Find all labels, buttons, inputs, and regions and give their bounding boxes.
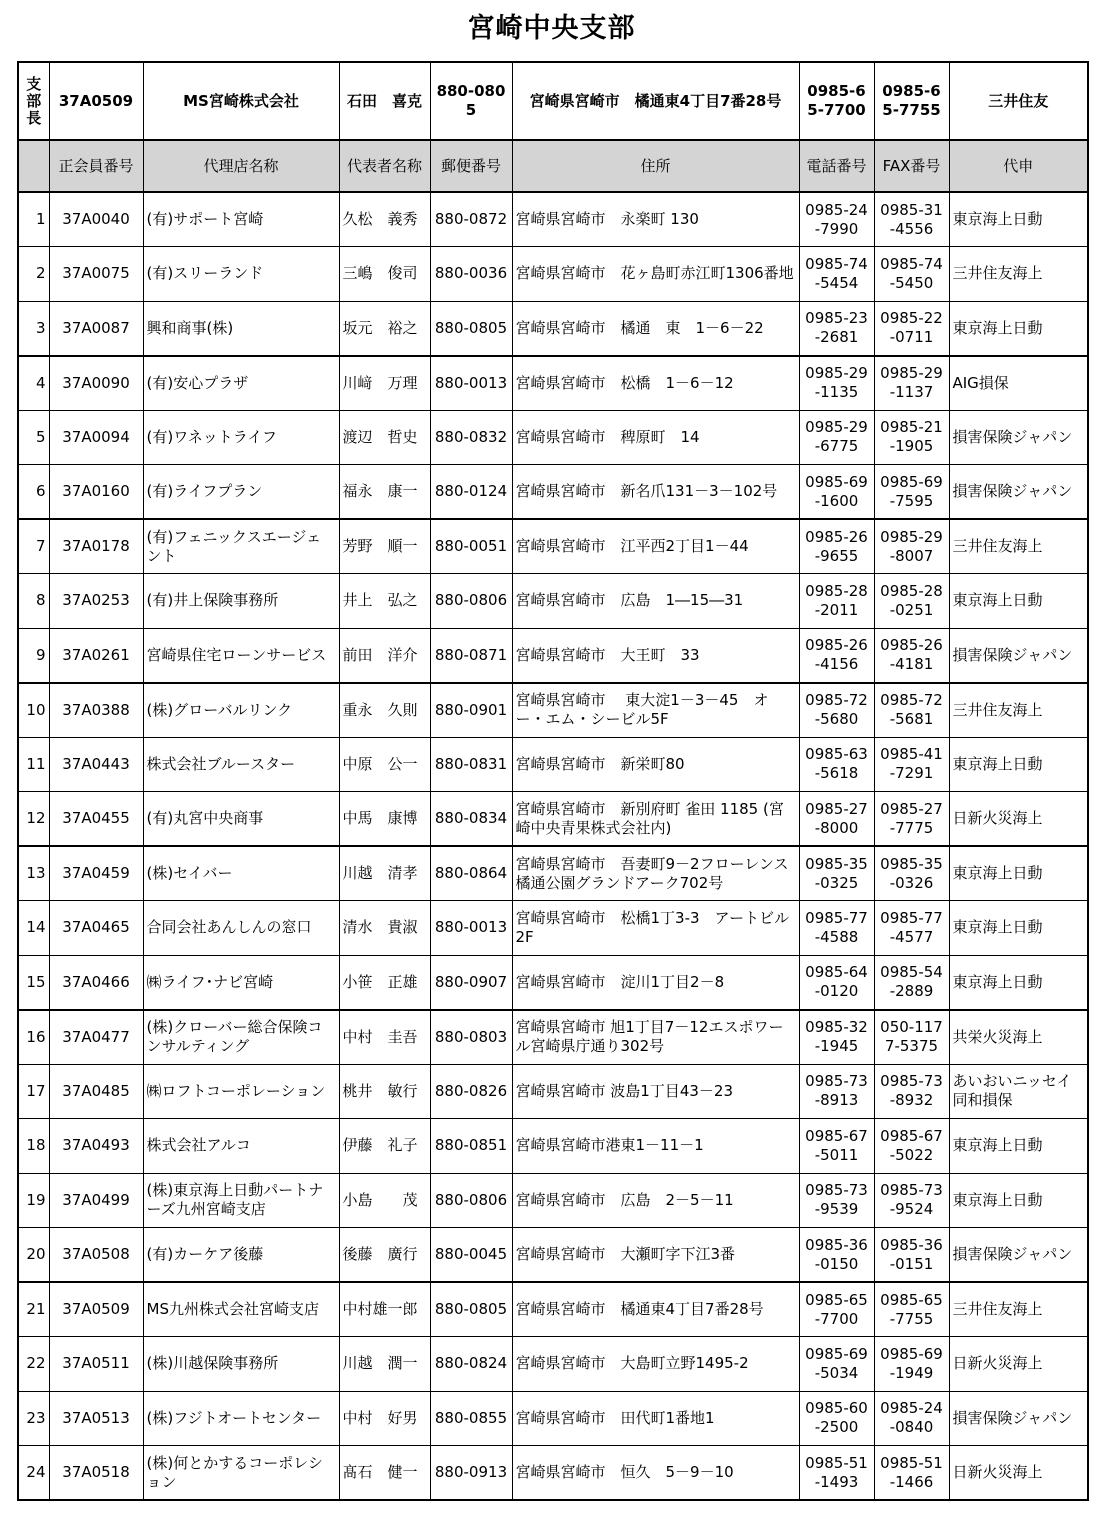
representative-name: 桃井 敏行 [339,1064,430,1119]
postal-code: 880-0806 [430,1173,512,1228]
agency-name: (株)東京海上日動パートナーズ九州宮崎支店 [143,1173,339,1228]
agency-name: (有)安心プラザ [143,356,339,411]
row-number: 15 [18,955,49,1010]
branch-head-rep: 石田 喜克 [339,62,430,140]
member-number: 37A0509 [49,1282,143,1337]
agency-name: (株)クローバー総合保険コンサルティング [143,1010,339,1065]
agency-name: (有)井上保険事務所 [143,574,339,629]
column-header-no [18,140,49,192]
branch-head-member-no: 37A0509 [49,62,143,140]
insurer-name: 東京海上日動 [949,1173,1088,1228]
table-row [18,356,1088,411]
insurer-name: 損害保険ジャパン [949,1228,1088,1283]
insurer-name: 東京海上日動 [949,192,1088,247]
agency-name: 株式会社ブルースター [143,737,339,792]
branch-head-fax-text: 0985-65-7755 [882,82,941,119]
row-number: 12 [18,792,49,847]
row-number: 20 [18,1228,49,1283]
representative-name: 福永 康一 [339,465,430,520]
row-number: 18 [18,1119,49,1174]
phone-number: 0985-26-9655 [799,519,874,574]
row-number: 16 [18,1010,49,1065]
role-char: 支 [26,74,42,93]
member-number: 37A0459 [49,846,143,901]
insurer-name: 損害保険ジャパン [949,465,1088,520]
agency-name: (有)サポート宮崎 [143,192,339,247]
representative-name: 髙石 健一 [339,1446,430,1501]
fax-number: 0985-73-9524 [874,1173,949,1228]
agency-name: (有)スリーランド [143,247,339,302]
address: 宮崎県宮崎市 橘通 東 1－6－22 [512,301,799,356]
phone-number: 0985-60-2500 [799,1391,874,1446]
table-row [18,410,1088,465]
table-row [18,1391,1088,1446]
phone-number: 0985-28-2011 [799,574,874,629]
insurer-name: 東京海上日動 [949,901,1088,956]
insurer-name: 三井住友海上 [949,519,1088,574]
table-row [18,1064,1088,1119]
postal-code: 880-0013 [430,901,512,956]
table-row [18,192,1088,247]
phone-number: 0985-74-5454 [799,247,874,302]
member-roster-table [17,61,1089,1501]
insurer-name: 三井住友海上 [949,683,1088,738]
insurer-name: 東京海上日動 [949,737,1088,792]
column-header-member-no: 正会員番号 [49,140,143,192]
branch-head-role [18,62,49,140]
fax-number: 0985-77-4577 [874,901,949,956]
postal-code: 880-0851 [430,1119,512,1174]
row-number: 23 [18,1391,49,1446]
insurer-name: 損害保険ジャパン [949,1391,1088,1446]
fax-number: 0985-21-1905 [874,410,949,465]
row-number: 1 [18,192,49,247]
member-number: 37A0040 [49,192,143,247]
phone-number: 0985-69-5034 [799,1337,874,1392]
member-number: 37A0485 [49,1064,143,1119]
column-header-rep: 代表者名称 [339,140,430,192]
row-number: 13 [18,846,49,901]
fax-number: 0985-36-0151 [874,1228,949,1283]
branch-head-tel-text: 0985-65-7700 [807,82,866,119]
representative-name: 小島 茂 [339,1173,430,1228]
row-number: 9 [18,628,49,683]
postal-code: 880-0826 [430,1064,512,1119]
phone-number: 0985-77-4588 [799,901,874,956]
address: 宮崎県宮崎市 永楽町 130 [512,192,799,247]
postal-code: 880-0051 [430,519,512,574]
address: 宮崎県宮崎市 吾妻町9－2フローレンス橘通公園グランドアーク702号 [512,846,799,901]
agency-name: (有)カーケア後藤 [143,1228,339,1283]
table-row [18,901,1088,956]
row-number: 24 [18,1446,49,1501]
fax-number: 050-1177-5375 [874,1010,949,1065]
address: 宮崎県宮崎市 大瀬町字下江3番 [512,1228,799,1283]
postal-code: 880-0907 [430,955,512,1010]
table-row [18,1446,1088,1501]
postal-code: 880-0872 [430,192,512,247]
phone-number: 0985-63-5618 [799,737,874,792]
row-number: 10 [18,683,49,738]
representative-name: 渡辺 哲史 [339,410,430,465]
phone-number: 0985-29-1135 [799,356,874,411]
agency-name: (有)丸宮中央商事 [143,792,339,847]
representative-name: 三嶋 俊司 [339,247,430,302]
phone-number: 0985-36-0150 [799,1228,874,1283]
fax-number: 0985-73-8932 [874,1064,949,1119]
representative-name: 中馬 康博 [339,792,430,847]
address: 宮崎県宮崎市 橘通東4丁目7番28号 [512,1282,799,1337]
agency-name: ㈱ライフ･ナビ宮崎 [143,955,339,1010]
row-number: 8 [18,574,49,629]
insurer-name: 東京海上日動 [949,301,1088,356]
member-number: 37A0087 [49,301,143,356]
row-number: 7 [18,519,49,574]
fax-number: 0985-22-0711 [874,301,949,356]
representative-name: 井上 弘之 [339,574,430,629]
representative-name: 芳野 順一 [339,519,430,574]
agency-name: 興和商事(株) [143,301,339,356]
representative-name: 中村雄一郎 [339,1282,430,1337]
address: 宮崎県宮崎市 波島1丁目43－23 [512,1064,799,1119]
postal-code: 880-0806 [430,574,512,629]
table-row [18,1119,1088,1174]
table-row [18,574,1088,629]
address: 宮崎県宮崎市 広島 2－5－11 [512,1173,799,1228]
fax-number: 0985-31-4556 [874,192,949,247]
insurer-name: 損害保険ジャパン [949,628,1088,683]
member-number: 37A0178 [49,519,143,574]
member-number: 37A0465 [49,901,143,956]
address: 宮崎県宮崎市 淀川1丁目2－8 [512,955,799,1010]
representative-name: 川﨑 万理 [339,356,430,411]
representative-name: 久松 義秀 [339,192,430,247]
member-number: 37A0261 [49,628,143,683]
member-number: 37A0518 [49,1446,143,1501]
phone-number: 0985-64-0120 [799,955,874,1010]
agency-name: (株)フジトオートセンター [143,1391,339,1446]
phone-number: 0985-72-5680 [799,683,874,738]
representative-name: 川越 清孝 [339,846,430,901]
member-number: 37A0493 [49,1119,143,1174]
column-header-row [18,140,1088,192]
branch-head-insurer: 三井住友 [949,62,1088,140]
member-number: 37A0508 [49,1228,143,1283]
member-number: 37A0499 [49,1173,143,1228]
address: 宮崎県宮崎市 恒久 5－9－10 [512,1446,799,1501]
fax-number: 0985-72-5681 [874,683,949,738]
column-header-zip: 郵便番号 [430,140,512,192]
table-row [18,465,1088,520]
postal-code: 880-0036 [430,247,512,302]
fax-number: 0985-26-4181 [874,628,949,683]
phone-number: 0985-69-1600 [799,465,874,520]
representative-name: 小笹 正雄 [339,955,430,1010]
table-row [18,1173,1088,1228]
address: 宮崎県宮崎市 江平西2丁目1－44 [512,519,799,574]
table-row [18,846,1088,901]
insurer-name: 東京海上日動 [949,846,1088,901]
row-number: 4 [18,356,49,411]
representative-name: 後藤 廣行 [339,1228,430,1283]
insurer-name: 損害保険ジャパン [949,410,1088,465]
phone-number: 0985-32-1945 [799,1010,874,1065]
branch-head-agency: MS宮崎株式会社 [143,62,339,140]
fax-number: 0985-67-5022 [874,1119,949,1174]
insurer-name: 日新火災海上 [949,792,1088,847]
table-row [18,955,1088,1010]
representative-name: 前田 洋介 [339,628,430,683]
postal-code: 880-0124 [430,465,512,520]
phone-number: 0985-35-0325 [799,846,874,901]
member-number: 37A0443 [49,737,143,792]
branch-head-row [18,62,1088,140]
phone-number: 0985-29-6775 [799,410,874,465]
representative-name: 重永 久則 [339,683,430,738]
member-number: 37A0388 [49,683,143,738]
address: 宮崎県宮崎市 松橋1丁3-3 アートビル2F [512,901,799,956]
postal-code: 880-0855 [430,1391,512,1446]
postal-code: 880-0913 [430,1446,512,1501]
branch-head-tel [799,62,874,140]
insurer-name: 日新火災海上 [949,1446,1088,1501]
insurer-name: 日新火災海上 [949,1337,1088,1392]
fax-number: 0985-74-5450 [874,247,949,302]
fax-number: 0985-28-0251 [874,574,949,629]
row-number: 6 [18,465,49,520]
address: 宮崎県宮崎市 新栄町80 [512,737,799,792]
table-row [18,1010,1088,1065]
postal-code: 880-0901 [430,683,512,738]
member-number: 37A0455 [49,792,143,847]
representative-name: 伊藤 礼子 [339,1119,430,1174]
phone-number: 0985-73-8913 [799,1064,874,1119]
fax-number: 0985-24-0840 [874,1391,949,1446]
insurer-name: AIG損保 [949,356,1088,411]
representative-name: 中村 好男 [339,1391,430,1446]
agency-name: (株)何とかするコーポレション [143,1446,339,1501]
member-number: 37A0090 [49,356,143,411]
fax-number: 0985-27-7775 [874,792,949,847]
page-title: 宮崎中央支部 [467,13,636,44]
insurer-name: 共栄火災海上 [949,1010,1088,1065]
phone-number: 0985-27-8000 [799,792,874,847]
column-header-agency: 代理店名称 [143,140,339,192]
address: 宮崎県宮崎市 花ヶ島町赤江町1306番地 [512,247,799,302]
fax-number: 0985-51-1466 [874,1446,949,1501]
phone-number: 0985-24-7990 [799,192,874,247]
member-number: 37A0477 [49,1010,143,1065]
postal-code: 880-0013 [430,356,512,411]
agency-name: MS九州株式会社宮崎支店 [143,1282,339,1337]
table-row [18,683,1088,738]
address: 宮崎県宮崎市 新別府町 雀田 1185 (宮崎中央青果株式会社内) [512,792,799,847]
postal-code: 880-0805 [430,1282,512,1337]
phone-number: 0985-23-2681 [799,301,874,356]
column-header-fax: FAX番号 [874,140,949,192]
representative-name: 坂元 裕之 [339,301,430,356]
role-char: 部 [26,91,42,110]
column-header-tel: 電話番号 [799,140,874,192]
phone-number: 0985-51-1493 [799,1446,874,1501]
table-row [18,628,1088,683]
address: 宮崎県宮崎市 大島町立野1495-2 [512,1337,799,1392]
row-number: 14 [18,901,49,956]
insurer-name: 東京海上日動 [949,574,1088,629]
agency-name: (株)セイバー [143,846,339,901]
row-number: 17 [18,1064,49,1119]
fax-number: 0985-29-8007 [874,519,949,574]
member-number: 37A0466 [49,955,143,1010]
address: 宮崎県宮崎市港東1－11－1 [512,1119,799,1174]
table-row [18,247,1088,302]
column-header-insurer: 代申 [949,140,1088,192]
fax-number: 0985-41-7291 [874,737,949,792]
fax-number: 0985-69-7595 [874,465,949,520]
member-number: 37A0253 [49,574,143,629]
agency-name: 宮崎県住宅ローンサービス [143,628,339,683]
phone-number: 0985-26-4156 [799,628,874,683]
table-row [18,301,1088,356]
insurer-name: 東京海上日動 [949,1119,1088,1174]
agency-name: (有)フェニックスエージェント [143,519,339,574]
postal-code: 880-0803 [430,1010,512,1065]
postal-code: 880-0864 [430,846,512,901]
phone-number: 0985-67-5011 [799,1119,874,1174]
agency-name: (株)川越保険事務所 [143,1337,339,1392]
row-number: 19 [18,1173,49,1228]
representative-name: 清水 貴淑 [339,901,430,956]
insurer-name: 東京海上日動 [949,955,1088,1010]
member-number: 37A0160 [49,465,143,520]
fax-number: 0985-65-7755 [874,1282,949,1337]
postal-code: 880-0045 [430,1228,512,1283]
member-number: 37A0511 [49,1337,143,1392]
insurer-name: 三井住友海上 [949,1282,1088,1337]
address: 宮崎県宮崎市 東大淀1－3－45 オー・エム・シービル5F [512,683,799,738]
phone-number: 0985-73-9539 [799,1173,874,1228]
address: 宮崎県宮崎市 旭1丁目7－12エスポワール宮崎県庁通り302号 [512,1010,799,1065]
postal-code: 880-0834 [430,792,512,847]
address: 宮崎県宮崎市 大王町 33 [512,628,799,683]
table-row [18,519,1088,574]
agency-name: 株式会社アルコ [143,1119,339,1174]
postal-code: 880-0824 [430,1337,512,1392]
branch-head-zip: 880-0805 [430,62,512,140]
member-number: 37A0094 [49,410,143,465]
table-row [18,1228,1088,1283]
address: 宮崎県宮崎市 新名爪131－3－102号 [512,465,799,520]
address: 宮崎県宮崎市 広島 1―15―31 [512,574,799,629]
insurer-name: あいおいニッセイ同和損保 [949,1064,1088,1119]
representative-name: 中村 圭吾 [339,1010,430,1065]
representative-name: 中原 公一 [339,737,430,792]
fax-number: 0985-54-2889 [874,955,949,1010]
member-number: 37A0513 [49,1391,143,1446]
table-row [18,737,1088,792]
postal-code: 880-0805 [430,301,512,356]
agency-name: 合同会社あんしんの窓口 [143,901,339,956]
agency-name: (有)ライフプラン [143,465,339,520]
row-number: 2 [18,247,49,302]
member-number: 37A0075 [49,247,143,302]
agency-name: (株)グローバルリンク [143,683,339,738]
row-number: 3 [18,301,49,356]
postal-code: 880-0871 [430,628,512,683]
row-number: 22 [18,1337,49,1392]
postal-code: 880-0832 [430,410,512,465]
agency-name: (有)ワネットライフ [143,410,339,465]
address: 宮崎県宮崎市 松橋 1－6－12 [512,356,799,411]
representative-name: 川越 潤一 [339,1337,430,1392]
row-number: 21 [18,1282,49,1337]
agency-name: ㈱ロフトコーポレーション [143,1064,339,1119]
branch-head-fax [874,62,949,140]
insurer-name: 三井住友海上 [949,247,1088,302]
fax-number: 0985-35-0326 [874,846,949,901]
role-char: 長 [26,108,42,127]
table-row [18,1282,1088,1337]
row-number: 5 [18,410,49,465]
table-row [18,1337,1088,1392]
fax-number: 0985-69-1949 [874,1337,949,1392]
branch-head-address: 宮崎県宮崎市 橘通東4丁目7番28号 [512,62,799,140]
phone-number: 0985-65-7700 [799,1282,874,1337]
table-row [18,792,1088,847]
fax-number: 0985-29-1137 [874,356,949,411]
address: 宮崎県宮崎市 稗原町 14 [512,410,799,465]
column-header-address: 住所 [512,140,799,192]
address: 宮崎県宮崎市 田代町1番地1 [512,1391,799,1446]
postal-code: 880-0831 [430,737,512,792]
row-number: 11 [18,737,49,792]
